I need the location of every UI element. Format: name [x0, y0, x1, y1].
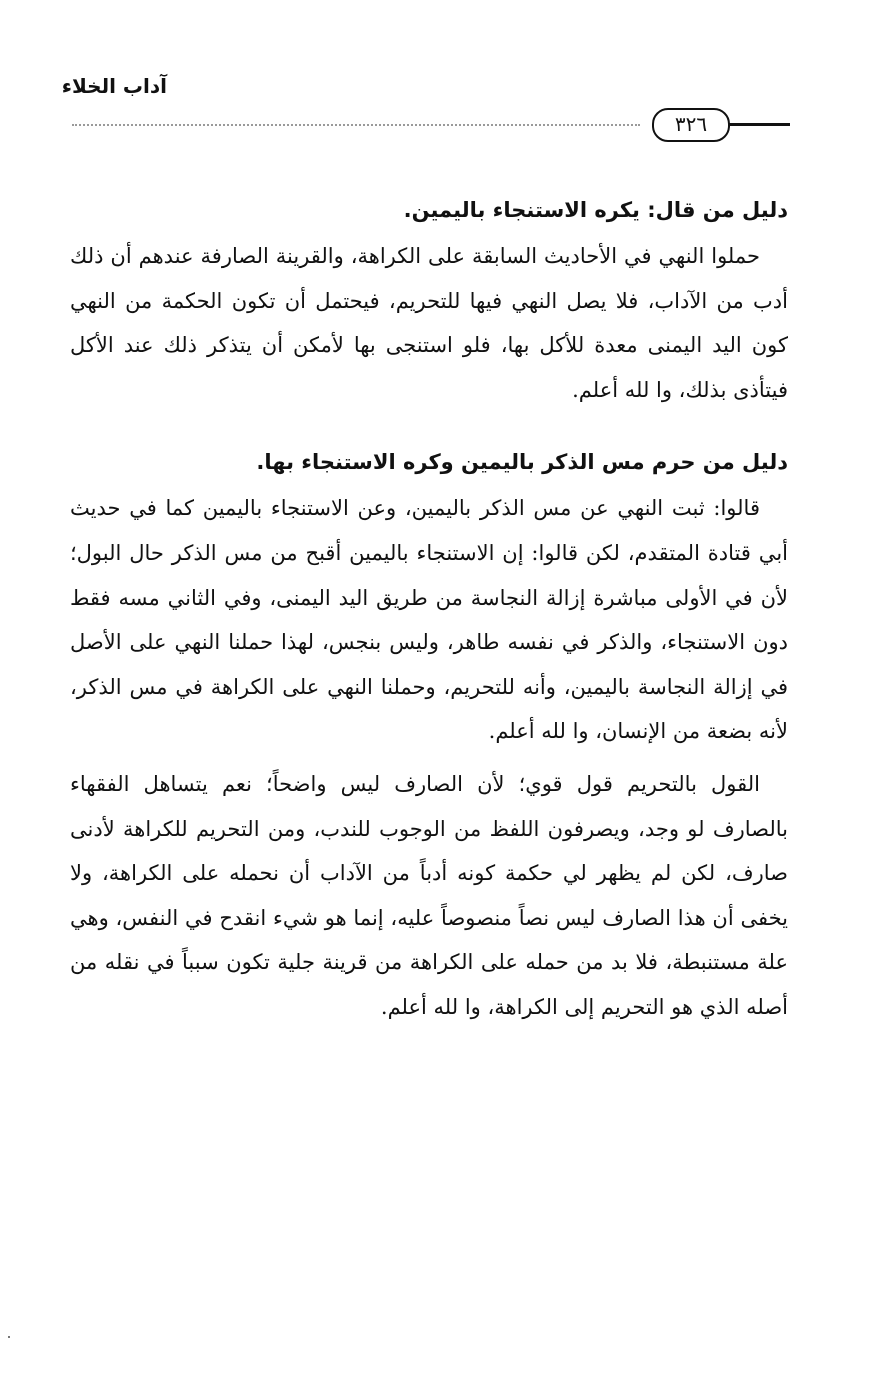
- header-rule-dotted: [72, 124, 640, 126]
- page-number: ٣٢٦: [652, 108, 730, 142]
- section-spacer: [70, 412, 788, 438]
- paragraph: حملوا النهي في الأحاديث السابقة على الكراهة، والقرينة الصارفة عندهم أن ذلك أدب من الآداب، فلا يصل النهي فيها للتحريم، فيحتمل أن تكون الحكمة من النهي كون اليد اليمنى معدة للأكل بها، فلو استنجى بها لأمكن أن يتذكر ذلك عند الأكل فيتأذى بذلك، وا لله أعلم.: [70, 244, 788, 402]
- paragraph: القول بالتحريم قول قوي؛ لأن الصارف ليس واضحاً؛ نعم يتساهل الفقهاء بالصارف لو وجد، ويصرفون اللفظ من الوجوب للندب، ومن التحريم للكراهة لأدنى صارف، لكن لم يظهر لي حكمة كونه أدباً من الآداب أن نحمله على الكراهة، ولا يخفى أن هذا الصارف ليس نصاً منصوصاً عليه، إنما هو شيء انقدح في النفس، وهي علة مستنبطة، فلا بد من حمله على الكراهة من قرينة جلية تكون سبباً في نقله من أصله الذي هو التحريم إلى الكراهة، وا لله أعلم.: [70, 771, 788, 1019]
- scan-speck: [8, 1336, 10, 1338]
- header-rule-solid: [722, 123, 790, 126]
- section-heading: دليل من قال: يكره الاستنجاء باليمين.: [403, 198, 788, 222]
- section-heading: دليل من حرم مس الذكر باليمين وكره الاستنجاء بها.: [256, 450, 788, 475]
- paragraph: قالوا: ثبت النهي عن مس الذكر باليمين، وعن الاستنجاء باليمين كما في حديث أبي قتادة المتقدم، لكن قالوا: إن الاستنجاء باليمين أقبح من مس الذكر حال البول؛ لأن في الأولى مباشرة إزالة النجاسة من طريق اليد اليمنى، وفي الثاني مسه فقط دون الاستنجاء، والذكر في نفسه طاهر، وليس بنجس، لهذا حملنا النهي على الأصل في إزالة النجاسة باليمين، وأنه للتحريم، وحملنا النهي على الكراهة في مس الذكر، لأنه بضعة من الإنسان، وا لله أعلم.: [70, 496, 788, 744]
- running-title: آداب الخلاء: [61, 74, 167, 98]
- page-content: [70, 186, 788, 1030]
- paragraph-spacer: [70, 754, 788, 762]
